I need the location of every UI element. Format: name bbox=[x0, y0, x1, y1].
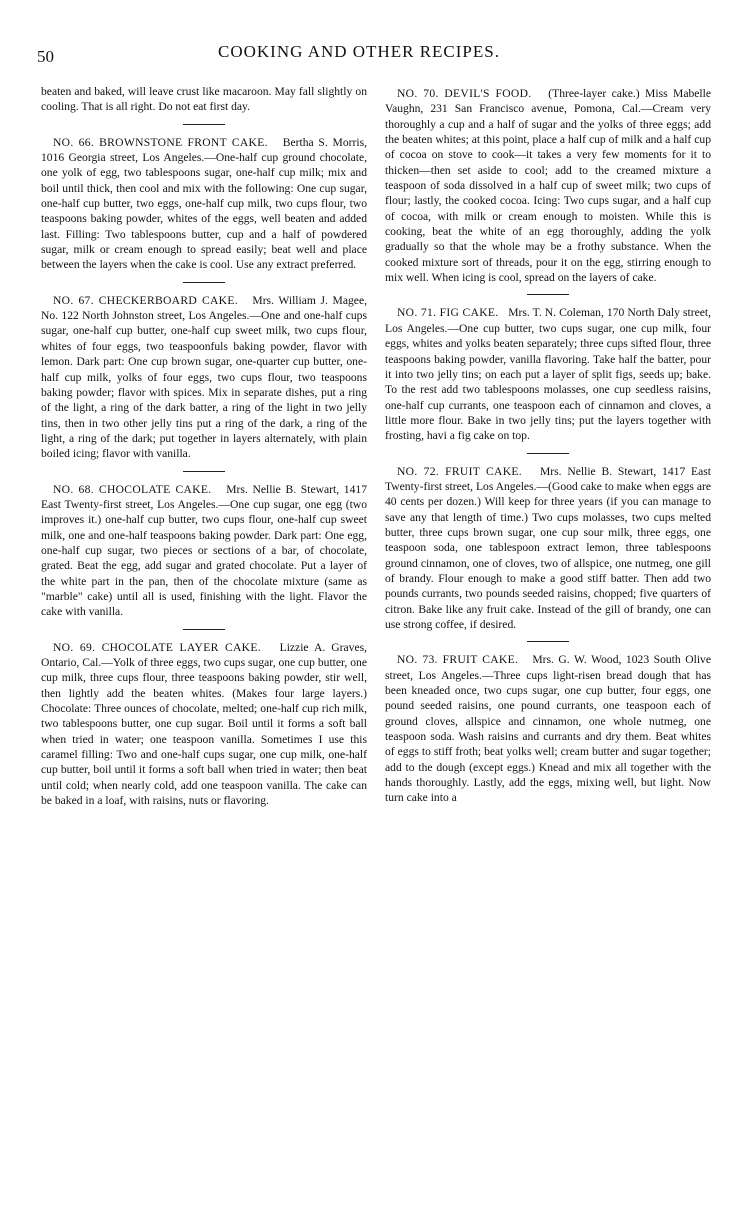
recipe-heading: NO. 67. CHECKERBOARD CAKE. bbox=[53, 293, 248, 307]
recipe-text: (Three-layer cake.) Miss Mabelle Vaughn, 231 San Francisco avenue, Pomona, Cal.—Cream very thoroughly a cup and a half of sugar and the yolks of three eggs; add the beaten whites; at this point, place a half cup of milk and a half cup of cocoa on stove to cook—it takes a very few moments for it to thicken—then set aside to cool; add to the creamed mixture a teaspoon of soda dissolved in a half cup of sweet milk; two cups of flour; lastly, the cooked cocoa. Icing: Two cups sugar, and a half cup of cocoa, with milk or cream enough to moisten. While this is cooking, beat the white of an egg thoroughly, adding the yolk gradually so that the whole may be a frothy substance. When the cooked mixture sort of threads, pour it on the egg, stirring enough to mix well. When icing is cool, spread on the layers of cake. bbox=[385, 87, 711, 285]
recipe-72 bbox=[385, 464, 711, 633]
separator-rule bbox=[183, 124, 225, 125]
separator-rule bbox=[527, 453, 569, 454]
recipe-heading: NO. 71. FIG CAKE. bbox=[397, 306, 506, 320]
recipe-71 bbox=[385, 305, 711, 443]
recipe-text: Lizzie A. Graves, Ontario, Cal.—Yolk of three eggs, two cups sugar, one cup butter, one cup milk, three cups flour, three teaspoons baking powder, stir well, then lightly add the beaten whites. (Makes four large layers.) Chocolate: Three ounces of chocolate, melted; one-half cup rich milk, two tablespoons butter, one cup sugar. Boil until it forms a soft ball when tried in water; one teaspoon vanilla. Sometimes I use this caramel filling: Two and one-half cups sugar, one cup milk, one-half cup butter, boil until it forms a soft ball when tried in water; then beat until cold; when nearly cold, add one teaspoon vanilla. The cake can be baked in a loaf, with raisins, nuts or flavoring. bbox=[41, 640, 367, 808]
recipe-68 bbox=[41, 482, 367, 620]
running-head: COOKING AND OTHER RECIPES. bbox=[218, 42, 500, 61]
left-column bbox=[41, 84, 367, 808]
recipe-text: Mrs. William J. Magee, No. 122 North Johnston street, Los Angeles.—One and one-half cups sugar, one-half cup butter, one-half cup sweet milk, two cups flour, whites of four eggs, two teaspoonfuls baking powder, flavor with lemon. Dark part: One cup brown sugar, one-quarter cup butter, one-half cup milk, yolks of four eggs, two cups flour, two teaspoons baking powder; flavor with spices. Mix in separate dishes, put a ring of the light, a ring of the dark batter, a ring of the light in two jelly tins, then in two other jelly tins put a ring of the dark, a ring of the light, a ring of the dark; put together in layers alternately, with plain boiled icing; flavor with vanilla. bbox=[41, 293, 367, 461]
separator-rule bbox=[527, 294, 569, 295]
recipe-heading: NO. 73. FRUIT CAKE. bbox=[397, 653, 528, 667]
recipe-heading: NO. 70. DEVIL'S FOOD. bbox=[397, 87, 543, 100]
recipe-text: Mrs. T. N. Coleman, 170 North Daly street, Los Angeles.—One cup butter, two cups sugar, one cup milk, four eggs, whites and yolks beaten separately; three cups sifted flour, three teaspoons baking powder, vanilla flavoring. Take half the batter, pour it into two jelly tins; on each put a layer of split figs, seeds up; bake. To the rest add two tablespoons molasses, one cup seedless raisins, one-half cup currants, one teaspoon each of cinnamon and cloves, a little more flour. Bake in two jelly tins; put the layers together with frosting, havi a fig cake on top. bbox=[385, 306, 711, 443]
recipe-69 bbox=[41, 640, 367, 809]
recipe-heading: NO. 69. CHOCOLATE LAYER CAKE. bbox=[53, 640, 274, 654]
continued-text: beaten and baked, will leave crust like macaroon. May fall slightly on cooling. That is all right. Do not eat first day. bbox=[41, 85, 367, 114]
right-column bbox=[385, 86, 711, 806]
recipe-heading: NO. 72. FRUIT CAKE. bbox=[397, 464, 535, 478]
separator-rule bbox=[527, 641, 569, 642]
separator-rule bbox=[183, 629, 225, 630]
separator-rule bbox=[183, 282, 225, 283]
separator-rule bbox=[183, 471, 225, 472]
recipe-text: Mrs. G. W. Wood, 1023 South Olive street, Los Angeles.—Three cups light-risen bread dough that has been kneaded once, two cups sugar, one cup butter, four eggs, one pound seeded raisins, one pound currants, one teaspoon each of ground cloves, allspice and cinnamon, one whole nutmeg, one teaspoon soda. Wash raisins and currants and dry them. Beat whites of eggs to stiff froth; beat yolks well; cream butter and sugar together; add to the dough (except eggs.) Knead and mix all together with the hands thoroughly. Lastly, add the eggs, mixing well, but light. Now turn cake into a bbox=[385, 653, 711, 805]
recipe-text: Bertha S. Morris, 1016 Georgia street, Los Angeles.—One-half cup ground chocolate, one yolk of egg, two tablespoons sugar, one-half cup milk; mix and boil until thick, then cool and mix with the following: One cup sugar, one-half cup butter, two eggs, one-half cup milk, two cups flour, two teaspoons baking powder, whites of the eggs, well beaten and added last. Filling: Two tablespoons butter, cup and a half of powdered sugar, milk or cream enough to spread easily; beat well and place between the layers when the cake is cool. Use any extract preferred. bbox=[41, 135, 367, 272]
recipe-heading: NO. 68. CHOCOLATE CAKE. bbox=[53, 482, 222, 496]
recipe-66 bbox=[41, 135, 367, 273]
recipe-text: Mrs. Nellie B. Stewart, 1417 East Twenty-first street, Los Angeles.—(Good cake to make when eggs are 40 cents per dozen.) Will keep for three years (if you can manage to save any that length of time.) Two cups molasses, two cups melted butter, three cups brown sugar, one cup sour milk, three eggs, one teaspoon soda, one tablespoon extract lemon, three tablespoons ground cinnamon, one of cloves, two of allspice, one nutmeg, one gill of brandy. Flour enough to make a good stiff batter. Then add two pounds currants, two pounds seeded raisins, chopped; five quarters of citron. Bake like any fruit cake. Instead of the gill of brandy, one can use strong coffee, if desired. bbox=[385, 464, 711, 631]
recipe-70 bbox=[385, 86, 711, 285]
recipe-heading: NO. 66. BROWNSTONE FRONT CAKE. bbox=[53, 135, 278, 149]
recipe-67 bbox=[41, 293, 367, 462]
recipe-text: Mrs. Nellie B. Stewart, 1417 East Twenty-first street, Los Angeles.—One cup sugar, one egg (two improves it.) one-half cup butter, two cups flour, one-half cup sweet milk, one and one-half teaspoons baking powder. Dark part: One egg, one-half cup sugar, two pieces or sections of a bar, of chocolate, grated. Beat the egg, add sugar and grated chocolate. Put a layer of the white part in the pan, then of the chocolate mixture (same as "marble" cake) until all is used, finishing with the light. Flavor the cake with vanilla. bbox=[41, 482, 367, 619]
recipe-73 bbox=[385, 652, 711, 805]
page-number: 50 bbox=[37, 47, 54, 66]
